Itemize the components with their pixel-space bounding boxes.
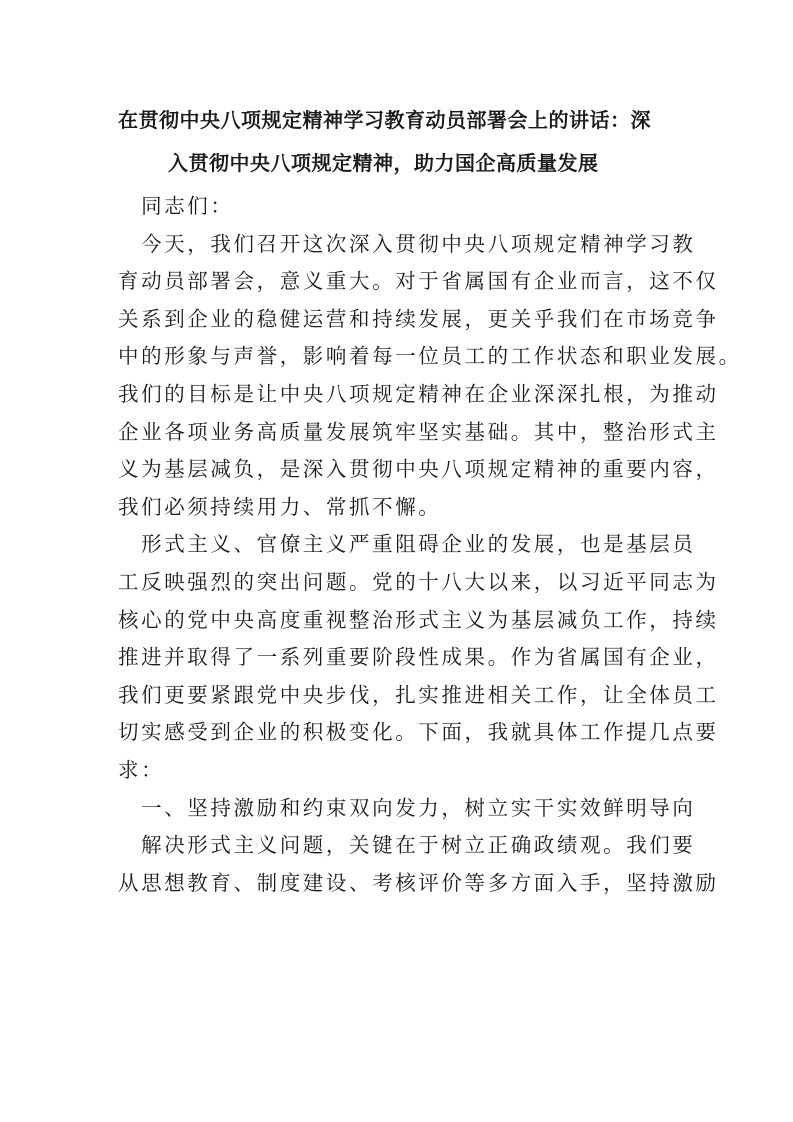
document-title-line-2: 入贯彻中央八项规定精神，助力国企高质量发展 [168,151,599,175]
document-title-line-1: 在贯彻中央八项规定精神学习教育动员部署会上的讲话：深 [118,108,651,132]
body-line: 求： [118,757,165,782]
body-line: 我们必须持续用力、常抓不懈。 [118,494,442,519]
body-line: 中的形象与声誉，影响着每一位员工的工作状态和职业发展。 [118,344,742,369]
body-line: 义为基层减负，是深入贯彻中央八项规定精神的重要内容， [118,457,719,482]
body-line: 育动员部署会，意义重大。对于省属国有企业而言，这不仅 [118,269,719,294]
body-line: 我们更要紧跟党中央步伐，扎实推进相关工作，让全体员工 [118,682,719,707]
body-line: 切实感受到企业的积极变化。下面，我就具体工作提几点要 [118,720,719,745]
body-line: 关系到企业的稳健运营和持续发展，更关乎我们在市场竞争 [118,306,719,331]
body-line: 从思想教育、制度建设、考核评价等多方面入手，坚持激励 [118,870,719,895]
body-line: 解决形式主义问题，关键在于树立正确政绩观。我们要 [118,833,696,858]
body-line: 核心的党中央高度重视整治形式主义为基层减负工作，持续 [118,607,719,632]
section-heading: 一、坚持激励和约束双向发力，树立实干实效鲜明导向 [118,795,696,820]
body-line: 今天，我们召开这次深入贯彻中央八项规定精神学习教 [118,231,696,256]
body-line: 形式主义、官僚主义严重阻碍企业的发展，也是基层员 [118,532,696,557]
document-body [118,188,742,902]
body-line: 企业各项业务高质量发展筑牢坚实基础。其中，整治形式主 [118,419,719,444]
body-line: 推进并取得了一系列重要阶段性成果。作为省属国有企业， [118,645,719,670]
body-line: 同志们： [118,194,234,218]
body-line: 工反映强烈的突出问题。党的十八大以来，以习近平同志为 [118,569,719,594]
body-line: 我们的目标是让中央八项规定精神在企业深深扎根，为推动 [118,381,719,406]
